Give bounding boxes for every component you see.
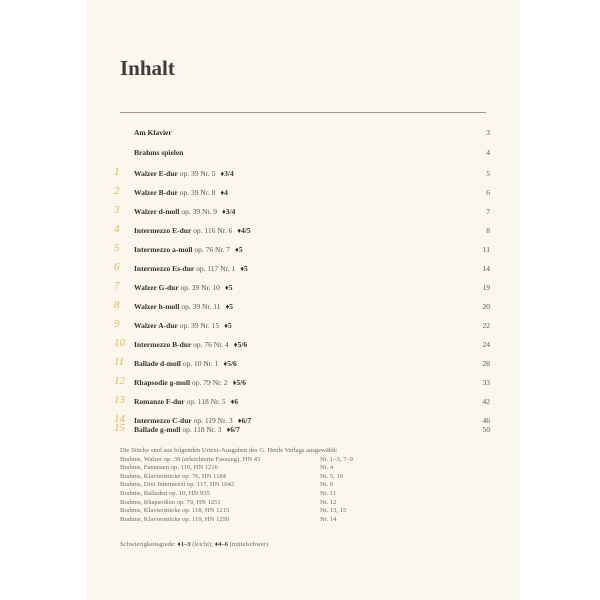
difficulty-marker: ♦6/7 xyxy=(226,425,240,434)
difficulty-marker: ♦5 xyxy=(224,283,233,292)
piece-number: 14 xyxy=(114,413,125,425)
difficulty-marker: ♦4/5 xyxy=(237,226,251,235)
difficulty-marker: ♦5 xyxy=(224,321,232,330)
piece-opus: op. 76 Nr. 4 xyxy=(193,340,229,349)
toc-page-number: 42 xyxy=(482,397,490,406)
source-row xyxy=(120,499,480,508)
toc-row xyxy=(88,320,518,334)
piece-opus: op. 117 Nr. 1 xyxy=(196,264,236,273)
piece-name: Ballade d-moll xyxy=(134,359,181,368)
piece-opus: op. 79 Nr. 2 xyxy=(191,378,228,387)
source-numbers: Nr. 14 xyxy=(320,515,337,523)
piece-number: 11 xyxy=(114,356,125,368)
difficulty-marker: ♦5/6 xyxy=(232,378,246,387)
source-numbers: Nr. 13, 15 xyxy=(320,507,347,515)
source-numbers: Nr. 4 xyxy=(320,464,334,472)
source-row xyxy=(120,507,480,516)
source-numbers: Nr. 6 xyxy=(320,481,334,489)
piece-name: Walzer E-dur xyxy=(134,169,178,178)
toc-row xyxy=(88,263,518,277)
piece-name: Walzer G-dur xyxy=(134,283,179,292)
sources-intro: Die Stücke sind aus folgenden Urtext-Ausgaben des G. Henle Verlags ausgewählt: xyxy=(120,447,338,454)
source-work: Brahms, Fantasien op. 116, HN 1216 xyxy=(120,464,218,472)
toc-row xyxy=(88,187,518,201)
piece-name: Walzer d-moll xyxy=(134,207,180,216)
source-row xyxy=(120,481,480,490)
piece-opus: op. 39 Nr. 10 xyxy=(180,283,220,292)
toc-page-number: 4 xyxy=(486,148,490,157)
toc-page-number: 20 xyxy=(482,302,490,311)
difficulty-marker: ♦5/6 xyxy=(233,340,248,349)
source-work: Brahms, Klavierstücke op. 119, HN 1250 xyxy=(120,515,230,523)
piece-number: 1 xyxy=(114,166,120,178)
toc-page-number: 3 xyxy=(486,128,490,137)
toc-row xyxy=(88,301,518,315)
piece-number: 15 xyxy=(114,422,125,434)
source-work: Brahms, Klavierstücke op. 76, HN 1184 xyxy=(120,472,226,480)
toc-row xyxy=(88,127,518,141)
difficulty-marker: ♦5 xyxy=(240,264,248,273)
source-numbers: Nr. 12 xyxy=(320,498,337,506)
piece-number: 7 xyxy=(114,280,120,292)
source-row xyxy=(120,456,480,465)
toc-page-number: 50 xyxy=(482,425,490,434)
page-title: Inhalt xyxy=(120,56,175,80)
piece-number: 12 xyxy=(114,375,125,387)
legend-mid-marker: ♦4–6 xyxy=(214,541,229,548)
piece-number: 2 xyxy=(114,185,120,197)
piece-name: Intermezzo B-dur xyxy=(134,340,192,349)
title-divider xyxy=(120,112,486,113)
toc-row xyxy=(88,396,518,410)
legend-mid-text: (mittelschwer) xyxy=(229,541,269,548)
toc-page-number: 24 xyxy=(482,340,490,349)
toc-page-number: 11 xyxy=(482,245,490,254)
piece-number: 5 xyxy=(114,242,120,254)
book-page xyxy=(88,0,518,600)
toc-page-number: 46 xyxy=(482,416,490,425)
source-work: Brahms, Rhapsodien op. 79, HN 1251 xyxy=(120,498,221,506)
toc-row xyxy=(88,206,518,220)
difficulty-legend xyxy=(120,541,268,548)
toc-row xyxy=(88,147,518,161)
piece-name: Ballade g-moll xyxy=(134,425,181,434)
difficulty-marker: ♦5 xyxy=(225,302,234,311)
piece-opus: op. 39 Nr. 15 xyxy=(179,321,220,330)
piece-name: Walzer B-dur xyxy=(134,188,178,197)
source-numbers: Nr. 11 xyxy=(320,489,337,497)
difficulty-marker: ♦3/4 xyxy=(221,207,236,216)
source-numbers: Nr. 5, 10 xyxy=(320,472,344,480)
difficulty-marker: ♦5/6 xyxy=(223,359,237,368)
toc-page-number: 7 xyxy=(486,207,490,216)
difficulty-marker: ♦3/4 xyxy=(220,169,234,178)
piece-opus: op. 39 Nr. 5 xyxy=(179,169,216,178)
piece-opus: op. 10 Nr. 1 xyxy=(182,359,219,368)
sources-section xyxy=(120,447,480,524)
piece-name: Intermezzo Es-dur xyxy=(134,264,195,273)
toc-entry-name: Brahms spielen xyxy=(134,148,184,157)
toc-row xyxy=(88,339,518,353)
legend-label: Schwierigkeitsgrade: xyxy=(120,541,176,548)
piece-opus: op. 76 Nr. 7 xyxy=(194,245,231,254)
piece-name: Romanze F-dur xyxy=(134,397,185,406)
source-work: Brahms, Drei Intermezzi op. 117, HN 1042 xyxy=(120,481,235,489)
difficulty-marker: ♦6 xyxy=(230,397,239,406)
piece-number: 8 xyxy=(114,299,120,311)
piece-name: Intermezzo a-moll xyxy=(134,245,193,254)
legend-easy-text: (leicht); xyxy=(192,541,214,548)
source-work: Brahms, Klavierstücke op. 118, HN 1215 xyxy=(120,507,230,515)
toc-row xyxy=(88,168,518,182)
toc-page-number: 22 xyxy=(482,321,490,330)
toc-page-number: 6 xyxy=(486,188,490,197)
piece-opus: op. 39 Nr. 9 xyxy=(181,207,217,216)
piece-opus: op. 119 Nr. 3 xyxy=(193,416,233,425)
piece-opus: op. 118 Nr. 5 xyxy=(186,397,226,406)
source-work: Brahms, Balladen op. 10, HN 935 xyxy=(120,489,210,497)
piece-number: 3 xyxy=(114,204,120,216)
piece-number: 4 xyxy=(114,223,120,235)
toc-row xyxy=(88,282,518,296)
toc-page-number: 33 xyxy=(482,378,490,387)
toc-page-number: 19 xyxy=(482,283,490,292)
piece-name: Walzer A-dur xyxy=(134,321,178,330)
toc-page-number: 8 xyxy=(486,226,490,235)
difficulty-marker: ♦6/7 xyxy=(237,416,252,425)
piece-number: 9 xyxy=(114,318,120,330)
piece-name: Intermezzo E-dur xyxy=(134,226,192,235)
piece-number: 13 xyxy=(114,394,125,406)
toc-page-number: 28 xyxy=(482,359,490,368)
legend-easy-marker: ♦1–3 xyxy=(177,541,191,548)
piece-opus: op. 39 Nr. 8 xyxy=(179,188,216,197)
piece-opus: op. 39 Nr. 11 xyxy=(181,302,221,311)
source-numbers: Nr. 1–3, 7–9 xyxy=(320,455,353,463)
toc-page-number: 5 xyxy=(486,169,490,178)
source-work: Brahms, Walzer op. 39 (erleichterte Fassung), HN 43 xyxy=(120,455,261,463)
source-row xyxy=(120,516,480,525)
difficulty-marker: ♦5 xyxy=(235,245,243,254)
toc-row xyxy=(88,225,518,239)
piece-name: Rhapsodie g-moll xyxy=(134,378,191,387)
piece-number: 6 xyxy=(114,261,120,273)
toc-entry-name: Am Klavier xyxy=(134,128,172,137)
piece-name: Intermezzo C-dur xyxy=(134,416,192,425)
piece-number: 10 xyxy=(114,337,125,349)
source-row xyxy=(120,464,480,473)
difficulty-marker: ♦4 xyxy=(220,188,228,197)
toc-row xyxy=(88,424,518,438)
toc-row xyxy=(88,358,518,372)
toc-page-number: 14 xyxy=(482,264,490,273)
source-row xyxy=(120,473,480,482)
source-row xyxy=(120,490,480,499)
toc-row xyxy=(88,244,518,258)
toc-row xyxy=(88,377,518,391)
piece-name: Walzer h-moll xyxy=(134,302,180,311)
piece-opus: op. 116 Nr. 6 xyxy=(193,226,233,235)
piece-opus: op. 118 Nr. 3 xyxy=(182,425,222,434)
